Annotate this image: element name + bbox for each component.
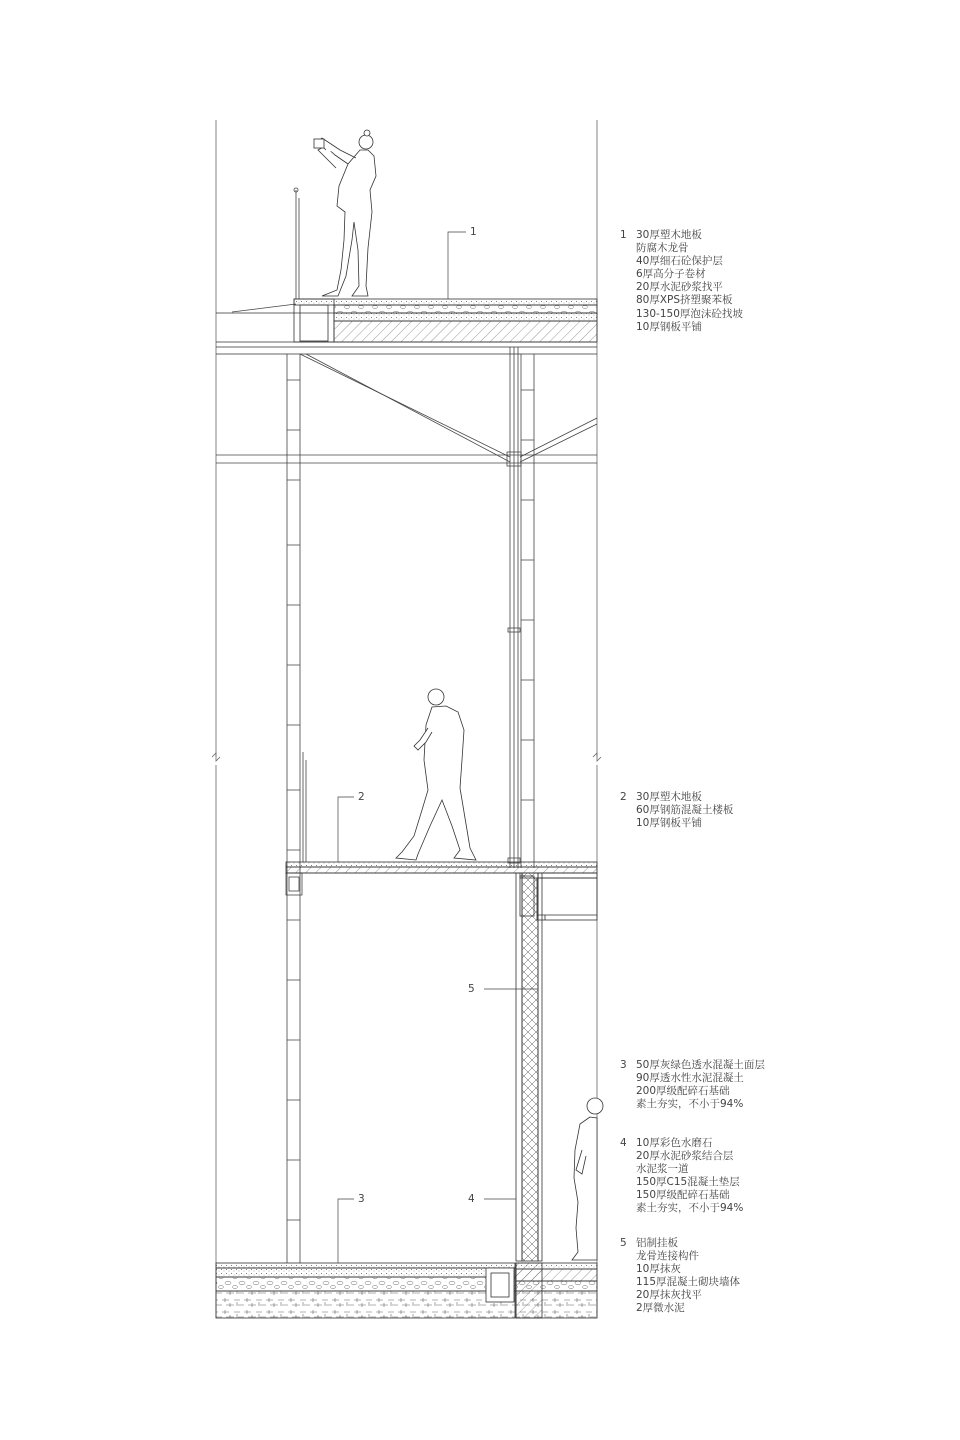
note-line: 130-150厚泡沫砼找坡 xyxy=(636,307,743,320)
person-walking xyxy=(396,689,476,860)
note-number: 3 xyxy=(620,1059,627,1071)
center-column xyxy=(507,347,534,868)
tag-3: 3 xyxy=(358,1193,365,1205)
note-line: 40厚细石砼保护层 xyxy=(636,255,723,268)
person-photographer xyxy=(314,130,376,296)
note-line: 200厚级配碎石基础 xyxy=(636,1085,730,1098)
note-line: 10厚钢板平铺 xyxy=(636,817,702,830)
wall-section-5 xyxy=(516,873,542,1261)
note-number: 4 xyxy=(620,1137,627,1149)
note-line: 50厚灰绿色透水混凝土面层 xyxy=(636,1059,765,1071)
note-line: 10厚抹灰 xyxy=(636,1263,681,1276)
note-line: 素土夯实，不小于94% xyxy=(636,1098,744,1111)
note-line: 20厚水泥砂浆找平 xyxy=(636,281,723,294)
note-number: 2 xyxy=(620,791,627,803)
note-line: 龙骨连接构件 xyxy=(636,1250,699,1263)
note-line: 素土夯实，不小于94% xyxy=(636,1202,744,1215)
note-line: 10厚钢板平铺 xyxy=(636,320,702,333)
tag-2: 2 xyxy=(358,791,365,803)
left-column xyxy=(286,354,302,1263)
note-line: 20厚抹灰找平 xyxy=(636,1289,702,1302)
floor-slab-2 xyxy=(286,862,597,920)
tag-5: 5 xyxy=(468,983,475,995)
legend-notes xyxy=(620,0,940,1440)
note-line: 90厚透水性水泥混凝土 xyxy=(636,1072,744,1085)
note-line: 150厚C15混凝土垫层 xyxy=(636,1176,740,1189)
note-number: 1 xyxy=(620,229,627,241)
note-line: 30厚塑木地板 xyxy=(636,229,702,241)
person-standing-right xyxy=(572,1098,603,1260)
tag-1: 1 xyxy=(470,226,477,238)
note-line: 60厚钢筋混凝土楼板 xyxy=(636,804,734,817)
note-line: 水泥浆一道 xyxy=(636,1163,689,1176)
railings xyxy=(232,188,306,862)
note-line: 2厚微水泥 xyxy=(636,1302,685,1315)
note-line: 20厚水泥砂浆结合层 xyxy=(636,1150,734,1163)
note-line: 铝制挂板 xyxy=(636,1237,678,1249)
note-line: 30厚塑木地板 xyxy=(636,791,702,803)
note-line: 80厚XPS挤塑聚苯板 xyxy=(636,294,733,307)
note-line: 150厚级配碎石基础 xyxy=(636,1189,730,1202)
note-line: 6厚高分子卷材 xyxy=(636,268,706,281)
note-number: 5 xyxy=(620,1237,627,1249)
ground-floor xyxy=(216,1263,597,1318)
note-line: 115厚混凝土砌块墙体 xyxy=(636,1276,741,1289)
note-line: 防腐木龙骨 xyxy=(636,242,689,255)
note-line: 10厚彩色水磨石 xyxy=(636,1137,713,1149)
cross-beams xyxy=(216,354,597,463)
tag-4: 4 xyxy=(468,1193,475,1205)
